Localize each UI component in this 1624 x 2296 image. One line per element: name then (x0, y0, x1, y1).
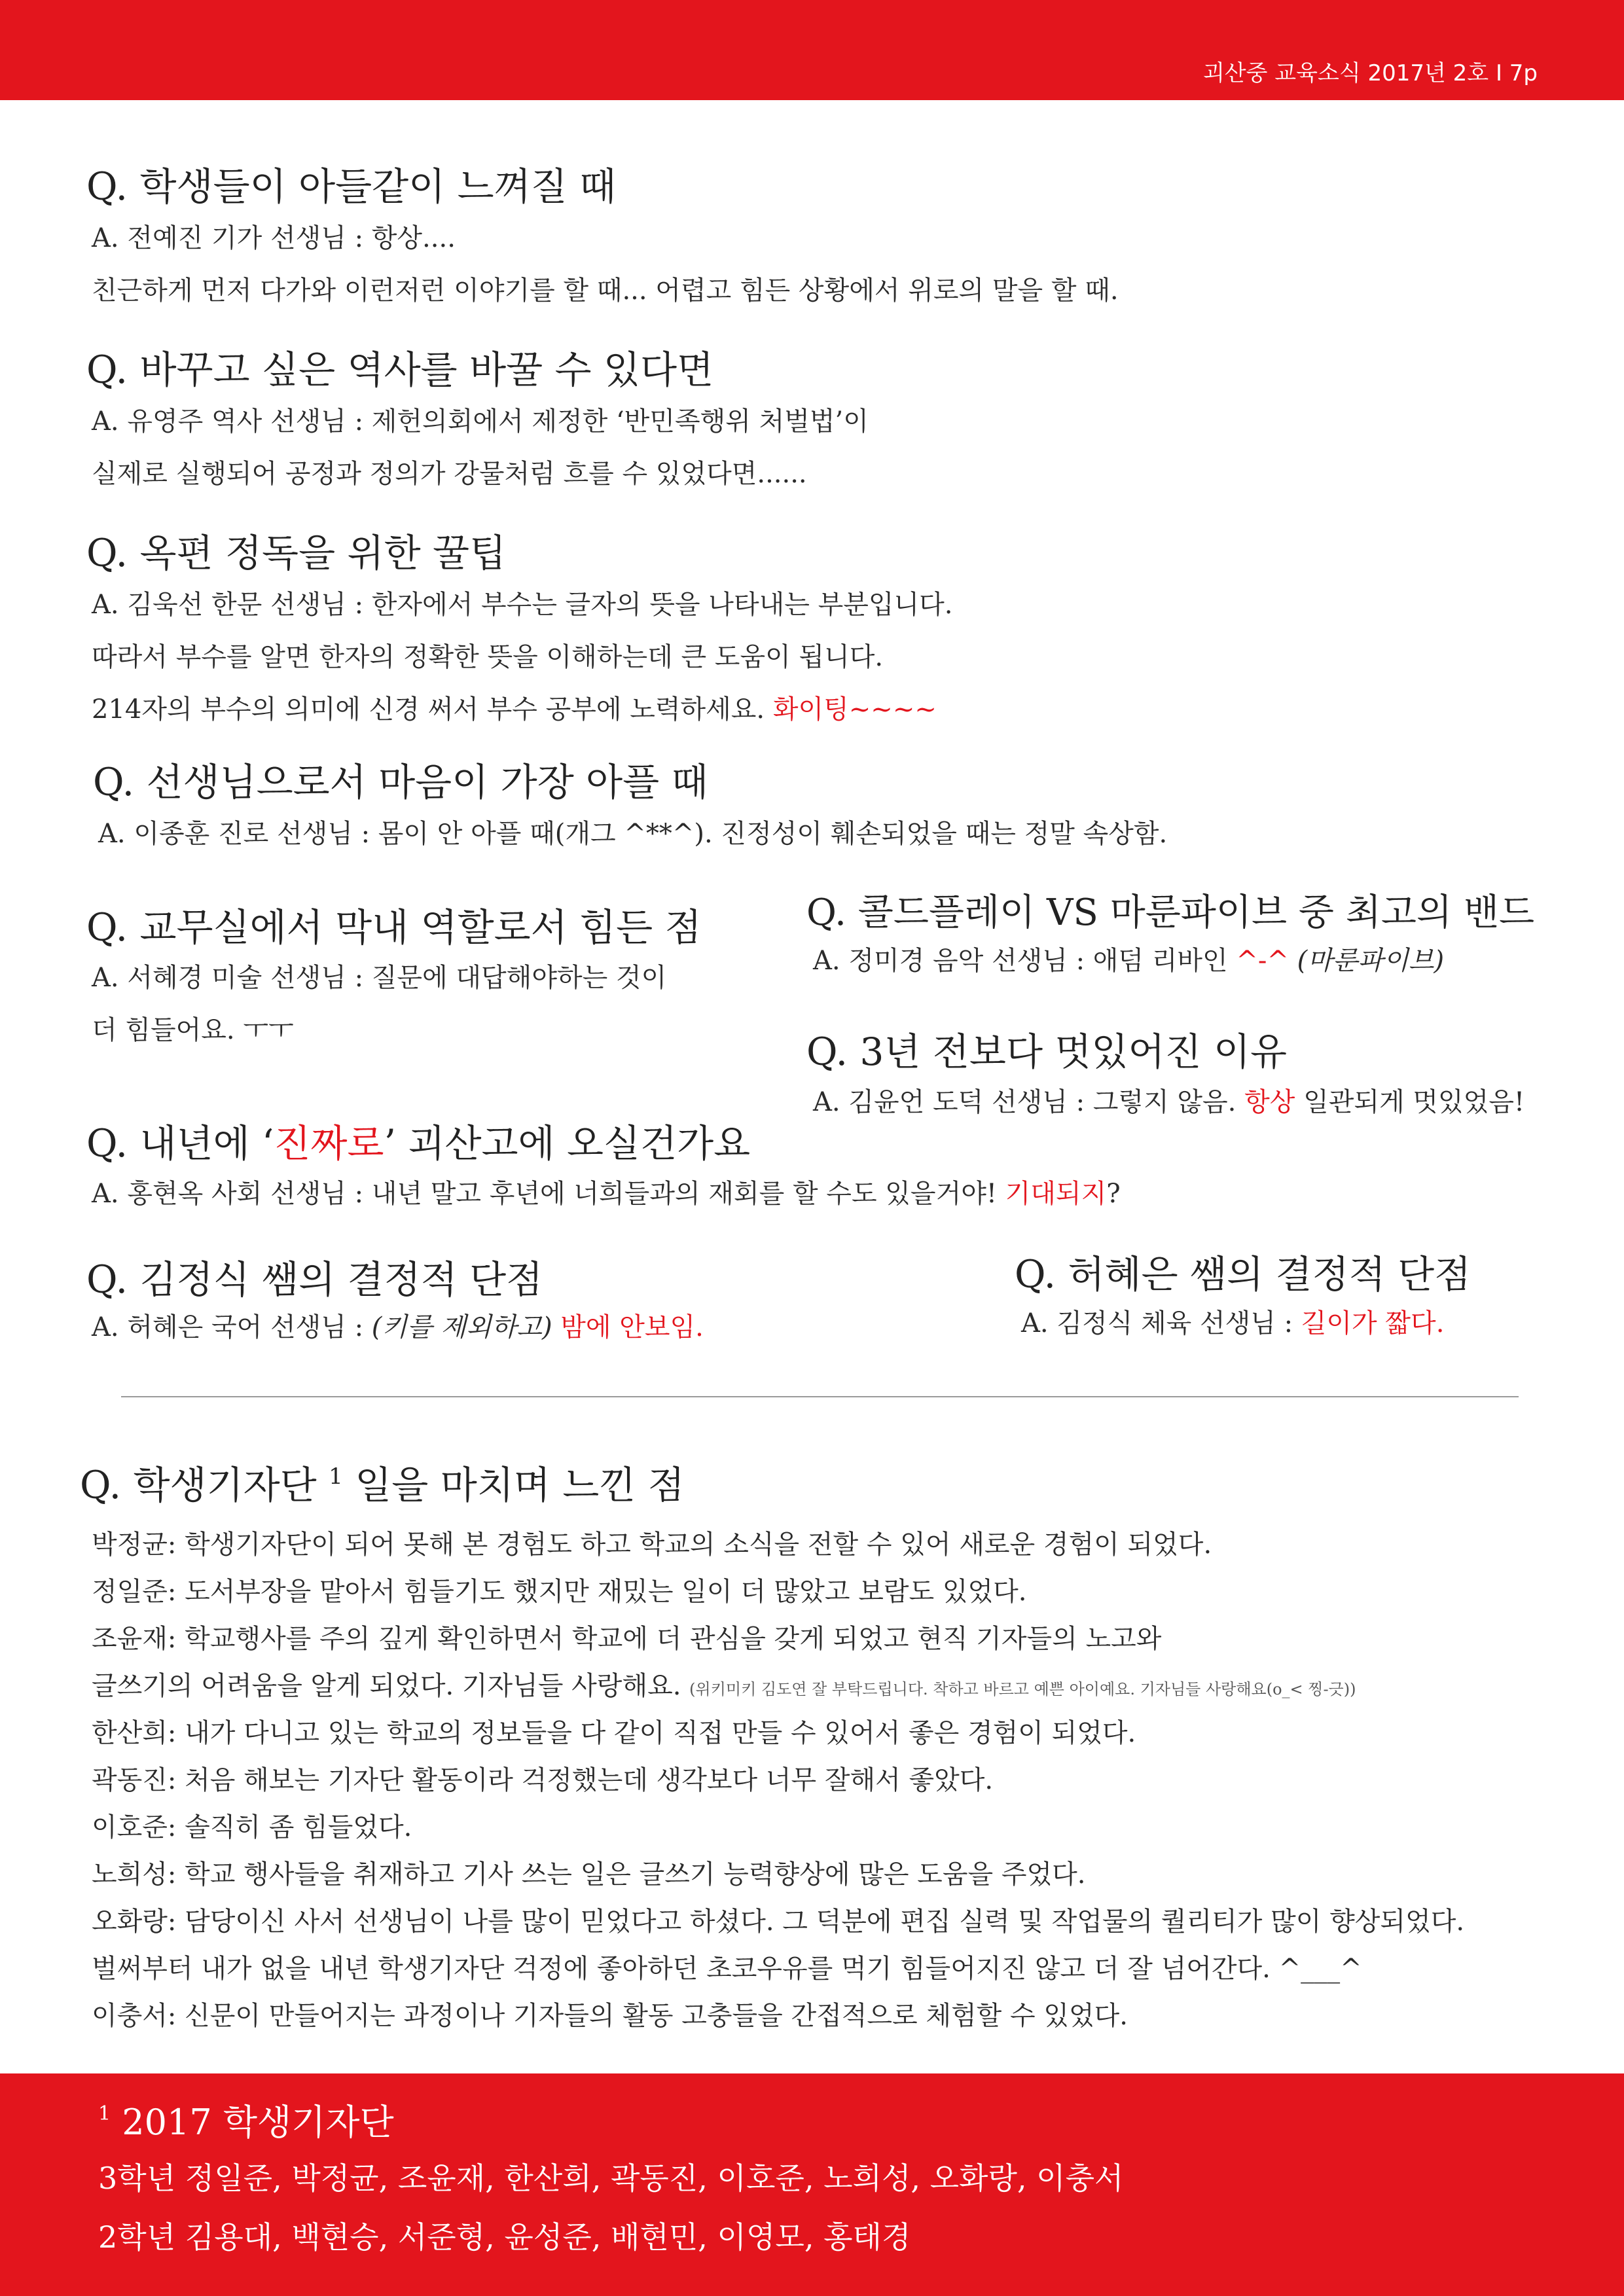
footer-title-text: 2017 학생기자단 (111, 2102, 394, 2143)
answer-6-line-1 (813, 940, 1444, 977)
footnote-marker: 1 (329, 1463, 343, 1490)
reporter-line-10: 벌써부터 내가 없을 내년 학생기자단 걱정에 좋아하던 초코우유를 먹기 힘들어지진 않고 더 잘 넘어간다. ^___^ (92, 1954, 1362, 1984)
footer-title (98, 2094, 394, 2145)
footer-grade2: 2학년 김용대, 백현승, 서준형, 윤성준, 배현민, 이영모, 홍태경 (98, 2219, 911, 2255)
answer-3-line-3 (92, 689, 937, 726)
footer-footnote-marker: 1 (98, 2102, 111, 2125)
question-4: Q. 선생님으로서 마음이 가장 아플 때 (93, 760, 708, 804)
question-3: Q. 옥편 정독을 위한 꿀팁 (86, 531, 507, 575)
question-10: Q. 허혜은 쌤의 결정적 단점 (1015, 1252, 1471, 1297)
answer-7-line-1 (813, 1081, 1525, 1119)
answer-6-emoticon: ^-^ (1236, 946, 1289, 976)
answer-5-line-2: 더 힘들어요. ㅜㅜ (92, 1015, 294, 1045)
answer-7-end: 일관되게 멋있었음! (1295, 1087, 1525, 1117)
answer-1-line-1: A. 전예진 기가 선생님 : 항상.... (92, 223, 456, 253)
header-bar (0, 0, 1624, 100)
reporter-line-8: 노희성: 학교 행사들을 취재하고 기사 쓰는 일은 글쓰기 능력향상에 많은 도움을 주었다. (92, 1859, 1086, 1890)
question-8-emphasis: 진짜로 (274, 1121, 384, 1166)
reporter-line-4-text: 글쓰기의 어려움을 알게 되었다. 기자님들 사랑해요. (92, 1671, 690, 1701)
reporter-line-6: 곽동진: 처음 해보는 기자단 활동이라 걱정했는데 생각보다 너무 잘해서 좋았다. (92, 1765, 994, 1795)
reporter-line-4 (92, 1665, 1356, 1702)
answer-8-line-1 (92, 1173, 1121, 1210)
reporter-line-2: 정일준: 도서부장을 맡아서 힘들기도 했지만 재밌는 일이 더 많았고 보람도 있었다. (92, 1577, 1027, 1607)
reporter-line-11: 이충서: 신문이 만들어지는 과정이나 기자들의 활동 고충들을 간접적으로 체험할 수 있었다. (92, 2001, 1128, 2031)
question-2: Q. 바꾸고 싶은 역사를 바꿀 수 있다면 (86, 348, 714, 392)
reporter-line-9: 오화랑: 담당이신 사서 선생님이 나를 많이 믿었다고 하셨다. 그 덕분에 편집 실력 및 작업물의 퀄리티가 많이 향상되었다. (92, 1907, 1465, 1937)
answer-3-line-2: 따라서 부수를 알면 한자의 정확한 뜻을 이해하는데 큰 도움이 됩니다. (92, 642, 884, 672)
answer-2-line-2: 실제로 실행되어 공정과 정의가 강물처럼 흐를 수 있었다면...... (92, 459, 807, 489)
answer-7-text: A. 김윤언 도덕 선생님 : 그렇지 않음. (813, 1087, 1245, 1117)
reporter-note: (위키미키 김도연 잘 부탁드립니다. 착하고 바르고 예쁜 아이예요. 기자님들 사랑해요(o_< 찡-긋)) (689, 1680, 1356, 1698)
answer-7-always: 항상 (1244, 1087, 1295, 1117)
answer-5-line-1: A. 서혜경 미술 선생님 : 질문에 대답해야하는 것이 (92, 963, 667, 993)
answer-1-line-2: 친근하게 먼저 다가와 이런저런 이야기를 할 때... 어렵고 힘든 상황에서 위로의 말을 할 때. (92, 276, 1119, 306)
answer-10-text: A. 김정식 체육 선생님 : (1021, 1308, 1301, 1338)
question-9: Q. 김정식 쌤의 결정적 단점 (86, 1257, 543, 1302)
answer-9-punchline: 밤에 안보임. (552, 1312, 704, 1342)
answer-3-cheer: 화이팅~~~~ (772, 694, 937, 725)
answer-6-text: A. 정미경 음악 선생님 : 애덤 리바인 (813, 946, 1236, 976)
question-7: Q. 3년 전보다 멋있어진 이유 (806, 1030, 1288, 1074)
answer-6-band: (마룬파이브) (1288, 946, 1445, 976)
answer-3-line-3-text: 214자의 부수의 의미에 신경 써서 부수 공부에 노력하세요. (92, 694, 773, 725)
answer-2-line-1: A. 유영주 역사 선생님 : 제헌의회에서 제정한 ‘반민족행위 처벌법’이 (92, 406, 869, 437)
footer-grade3: 3학년 정일준, 박정균, 조윤재, 한산희, 곽동진, 이호준, 노희성, 오화랑, 이충서 (98, 2161, 1124, 2196)
answer-10-line-1 (1021, 1302, 1444, 1340)
answer-9-text: A. 허혜은 국어 선생님 : (92, 1312, 372, 1342)
reporters-question-pre: Q. 학생기자단 (80, 1463, 329, 1507)
reporter-line-7: 이호준: 솔직히 좀 힘들었다. (92, 1812, 412, 1842)
footer-bar (0, 2073, 1624, 2296)
page-info: 괴산중 교육소식 2017년 2호 I 7p (1202, 60, 1538, 86)
section-divider (121, 1396, 1519, 1397)
answer-10-punchline: 길이가 짧다. (1301, 1308, 1445, 1338)
question-8-pre: Q. 내년에 ‘ (86, 1121, 274, 1166)
answer-8-text: A. 홍현옥 사회 선생님 : 내년 말고 후년에 너희들과의 재회를 할 수도 있을거야! (92, 1179, 1005, 1209)
answer-8-end: ? (1106, 1179, 1121, 1209)
reporters-question-post: 일을 마치며 느낀 점 (342, 1463, 685, 1507)
question-6: Q. 콜드플레이 VS 마룬파이브 중 최고의 밴드 (806, 891, 1535, 934)
question-8 (86, 1113, 750, 1168)
reporter-line-3: 조윤재: 학교행사를 주의 깊게 확인하면서 학교에 더 관심을 갖게 되었고 현직 기자들의 노고와 (92, 1624, 1162, 1654)
reporter-line-5: 한산희: 내가 다니고 있는 학교의 정보들을 다 같이 직접 만들 수 있어서 좋은 경험이 되었다. (92, 1718, 1136, 1748)
question-1: Q. 학생들이 아들같이 느껴질 때 (86, 164, 617, 209)
answer-3-line-1: A. 김욱선 한문 선생님 : 한자에서 부수는 글자의 뜻을 나타내는 부분입니다. (92, 590, 953, 620)
answer-9-aside: (키를 제외하고) (371, 1312, 552, 1342)
answer-4-line-1: A. 이종훈 진로 선생님 : 몸이 안 아플 때(개그 ^**^). 진정성이 훼손되었을 때는 정말 속상함. (98, 819, 1168, 849)
answer-9-line-1 (92, 1306, 704, 1344)
question-5: Q. 교무실에서 막내 역할로서 힘든 점 (86, 905, 702, 950)
question-8-post: ’ 괴산고에 오실건가요 (384, 1121, 751, 1166)
reporters-question (80, 1454, 685, 1509)
reporter-line-1: 박정균: 학생기자단이 되어 못해 본 경험도 하고 학교의 소식을 전할 수 있어 새로운 경험이 되었다. (92, 1530, 1212, 1560)
answer-8-emphasis: 기대되지 (1005, 1179, 1107, 1209)
